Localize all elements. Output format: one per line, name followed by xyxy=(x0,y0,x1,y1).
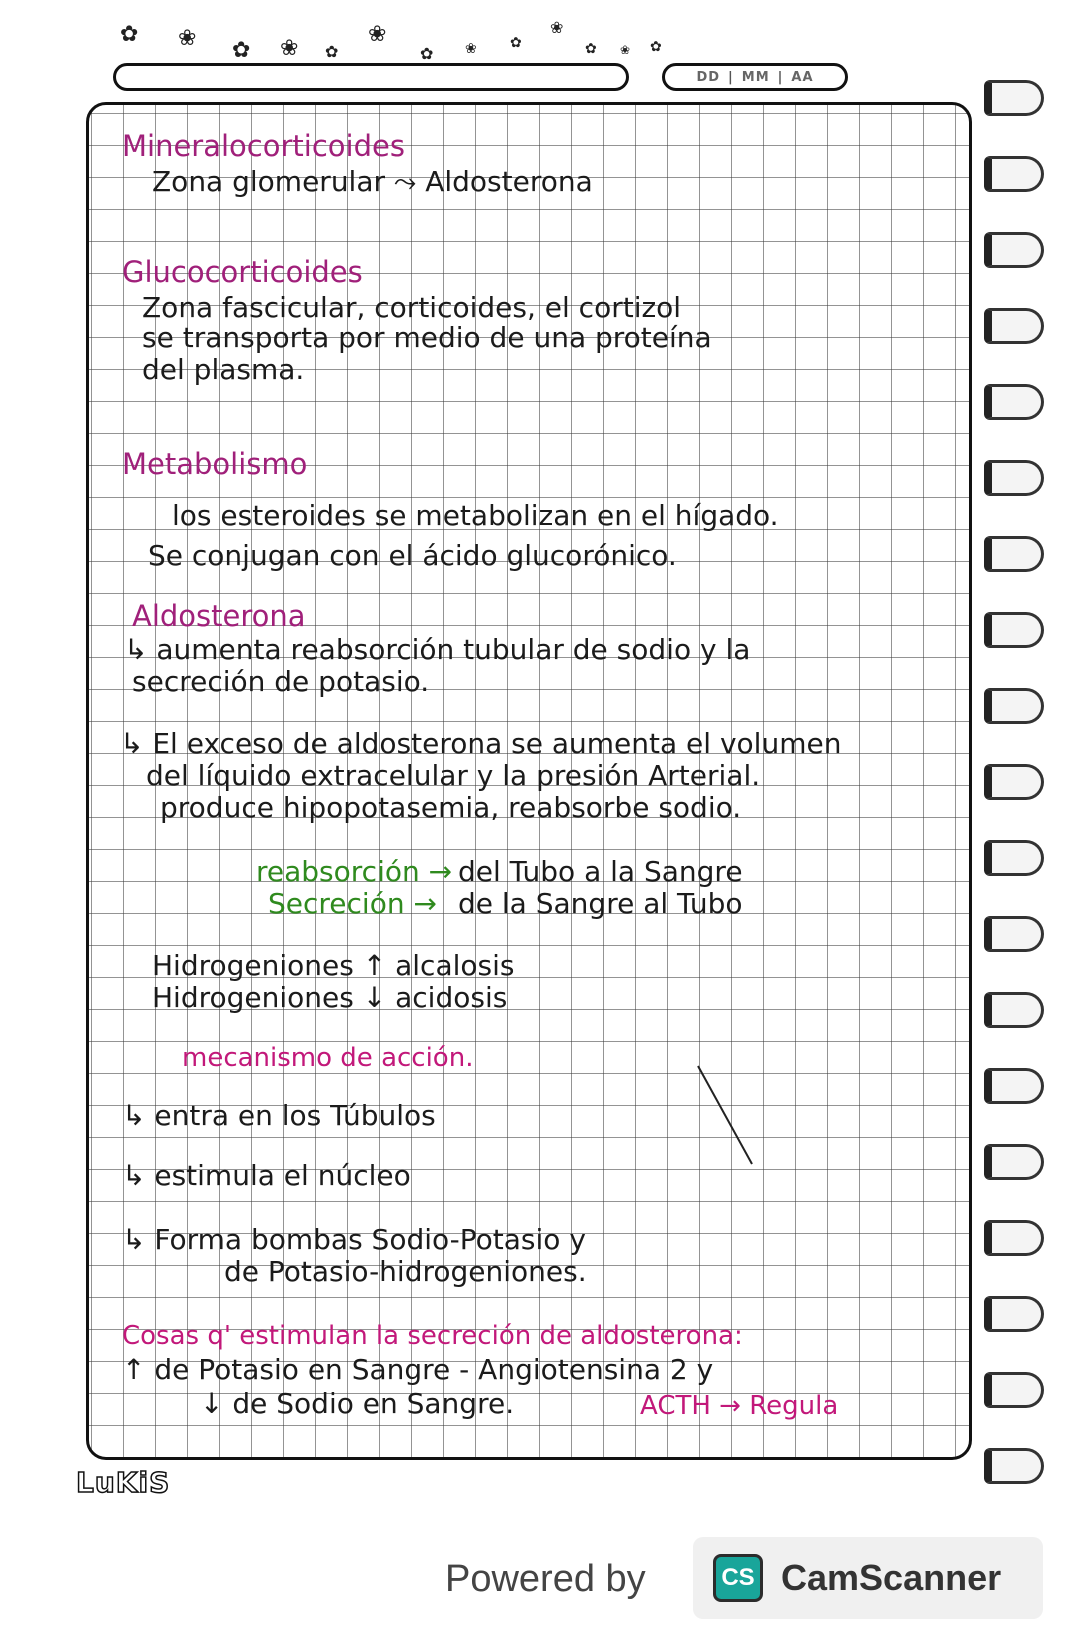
spiral-ring xyxy=(984,384,1044,420)
note-line: del Tubo a la Sangre xyxy=(458,855,743,888)
spiral-ring xyxy=(984,460,1044,496)
spiral-ring xyxy=(984,992,1044,1028)
camscanner-logo-icon: CS xyxy=(713,1554,763,1602)
flower-icon: ✿ xyxy=(232,38,251,63)
note-line: Zona fascicular, corticoides, el cortizol xyxy=(142,291,682,324)
flower-icon: ✿ xyxy=(325,42,339,61)
heading-metabolismo: Metabolismo xyxy=(122,447,308,481)
date-separator: | xyxy=(777,69,784,85)
flower-icon: ❀ xyxy=(368,22,387,47)
heading-mineralocorticoides: Mineralocorticoides xyxy=(122,129,405,163)
powered-by-text: Powered by xyxy=(445,1558,646,1600)
note-line: ↳ Forma bombas Sodio-Potasio y xyxy=(122,1223,586,1256)
date-field xyxy=(662,63,848,91)
note-line: de la Sangre al Tubo xyxy=(458,887,743,920)
date-month-label: MM xyxy=(741,69,770,85)
spiral-ring xyxy=(984,1068,1044,1104)
note-green-label: Secreción → xyxy=(268,887,437,920)
note-line: se transporta por medio de una proteína xyxy=(142,321,712,354)
pen-stroke xyxy=(690,1060,760,1170)
date-separator: | xyxy=(728,69,734,85)
spiral-ring xyxy=(984,80,1044,116)
note-pink-label: ACTH → Regula xyxy=(640,1391,839,1421)
spiral-ring xyxy=(984,1296,1044,1332)
note-pink-label: mecanismo de acción. xyxy=(182,1043,474,1073)
flower-icon: ✿ xyxy=(510,35,522,51)
note-line: ↳ El exceso de aldosterona se aumenta el volumen xyxy=(120,727,842,760)
note-line: del líquido extracelular y la presión Arterial. xyxy=(146,759,761,792)
spiral-ring xyxy=(984,1448,1044,1484)
heading-glucocorticoides: Glucocorticoides xyxy=(122,255,363,289)
spiral-ring xyxy=(984,612,1044,648)
spiral-ring xyxy=(984,1372,1044,1408)
note-line: Hidrogeniones ↑ alcalosis xyxy=(152,949,515,982)
flower-icon: ✿ xyxy=(585,41,597,57)
note-line: Se conjugan con el ácido glucorónico. xyxy=(148,539,677,572)
spiral-ring xyxy=(984,1220,1044,1256)
note-line: Hidrogeniones ↓ acidosis xyxy=(152,981,508,1014)
note-green-label: reabsorción → xyxy=(256,855,453,888)
spiral-ring xyxy=(984,156,1044,192)
note-line: secreción de potasio. xyxy=(132,665,430,698)
flower-icon: ❀ xyxy=(178,26,197,51)
note-line: ↳ estimula el núcleo xyxy=(122,1159,411,1192)
flower-doodles xyxy=(120,18,720,66)
spiral-ring xyxy=(984,536,1044,572)
spiral-ring xyxy=(984,840,1044,876)
spiral-binding xyxy=(984,60,1050,1480)
note-line: Zona glomerular ⤳ Aldosterona xyxy=(152,165,593,198)
spiral-ring xyxy=(984,1144,1044,1180)
spiral-ring xyxy=(984,764,1044,800)
date-year-label: AA xyxy=(791,69,814,85)
note-pink-label: Cosas q' estimulan la secreción de aldosterona: xyxy=(122,1321,743,1351)
note-line: de Potasio-hidrogeniones. xyxy=(224,1255,587,1288)
note-line: ↳ aumenta reabsorción tubular de sodio y la xyxy=(124,633,751,666)
note-line: ↳ entra en los Túbulos xyxy=(122,1099,436,1132)
flower-icon: ❀ xyxy=(550,18,564,37)
flower-icon: ❀ xyxy=(620,43,631,57)
spiral-ring xyxy=(984,308,1044,344)
date-day-label: DD xyxy=(696,69,721,85)
note-line: ↑ de Potasio en Sangre - Angiotensina 2 y xyxy=(122,1353,714,1386)
camscanner-brand: CamScanner xyxy=(781,1557,1002,1598)
note-line: los esteroides se metabolizan en el hígado. xyxy=(172,499,779,532)
heading-aldosterona: Aldosterona xyxy=(132,599,306,633)
spiral-ring xyxy=(984,688,1044,724)
flower-icon: ✿ xyxy=(650,39,662,55)
flower-icon: ❀ xyxy=(465,41,477,57)
signature: LuKiS xyxy=(76,1466,171,1499)
spiral-ring xyxy=(984,232,1044,268)
note-line: produce hipopotasemia, reabsorbe sodio. xyxy=(160,791,742,824)
note-line: del plasma. xyxy=(142,353,305,386)
flower-icon: ✿ xyxy=(420,44,434,63)
spiral-ring xyxy=(984,916,1044,952)
title-field xyxy=(113,63,629,91)
flower-icon: ❀ xyxy=(280,36,299,61)
flower-icon: ✿ xyxy=(120,22,139,47)
note-line: ↓ de Sodio en Sangre. xyxy=(200,1387,515,1420)
camscanner-badge[interactable] xyxy=(693,1537,1043,1619)
